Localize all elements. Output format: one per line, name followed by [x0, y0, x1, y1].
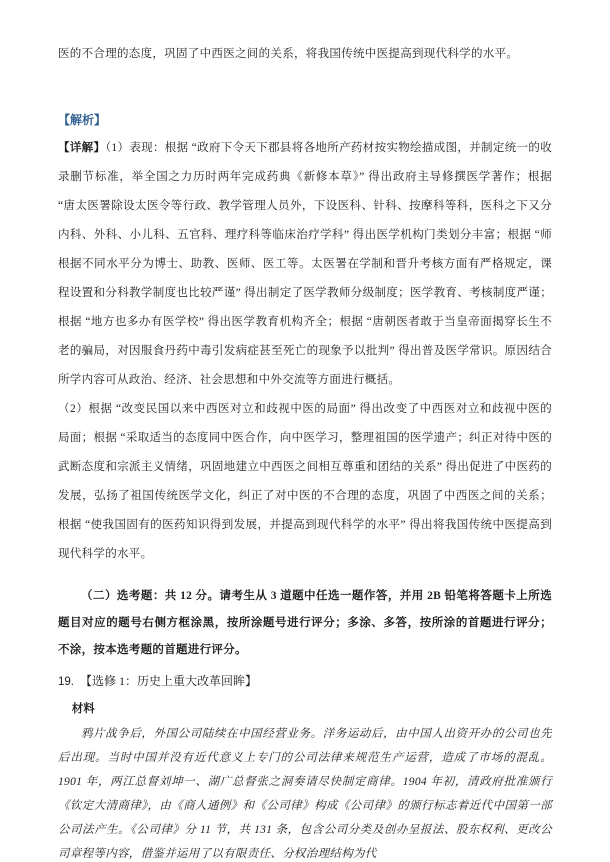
- material-label: 材料: [71, 703, 95, 715]
- detail-paragraph-1: [58, 134, 552, 395]
- detail-paragraph-2: （2）根据 “改变民国以来中西医对立和歧视中医的局面” 得出改变了中西医对立和歧视中医的局面；根据 “采取适当的态度同中医合作，向中医学习，整理祖国的医学遗产；纠正对待中医的武断态度和宗派主义情绪，巩固地建立中西医之间相互尊重和团结的关系” 得出促进了中医药的发展，弘扬了祖国传统医学文化，纠正了对中医的不合理的态度，巩固了中西医之间的关系；根据 “使我国固有的医药知识得到发展，并提高到现代科学的水平” 得出将我国传统中医提高到现代科学的水平。: [58, 403, 552, 560]
- continuation-paragraph: 医的不合理的态度，巩固了中西医之间的关系，将我国传统中医提高到现代科学的水平。: [58, 48, 519, 60]
- question-title: 【选修 1：历史上重大改革回眸】: [80, 674, 258, 688]
- question-number: 19.: [58, 676, 74, 688]
- material-paragraph: 鸦片战争后，外国公司陆续在中国经营业务。洋务运动后，由中国人出资开办的公司也先后出现。当时中国并没有近代意义上专门的公司法律来规范生产运营，造成了市场的混乱。1901 年，两江总督刘坤一、湖广总督张之洞奏请尽快制定商律。1904 年初，清政府批准颁行《钦定大清商律》，由《商人通例》和《公司律》构成《公司律》的颁行标志着近代中国第一部公司法产生。《公司律》分 11 节，共 131 条，包含公司分类及创办呈报法、股东权利、更改公司章程等内容，借鉴并运用了以有限责任、分权治理结构为代: [58, 728, 552, 860]
- analysis-label: 【解析】: [58, 113, 107, 127]
- detail-label: 【详解】: [58, 142, 106, 154]
- elective-section-instruction: （二）选考题：共 12 分。请考生从 3 道题中任选一题作答，并用 2B 铅笔将答题卡上所选题目对应的题号右侧方框涂黑，按所涂题号进行评分；多涂、多答，按所涂的首题进行评分；不涂，按本选考题的首题进行评分。: [58, 590, 552, 656]
- detail-part1-text: （1）表现：根据 “政府下令天下郡县将各地所产药材按实物绘描成图，并制定统一的收录删节标准，举全国之力历时两年完成药典《新修本草》” 得出政府主导修撰医学著作；根据 “唐太医署除设太医令等行政、教学管理人员外，下设医科、针科、按摩科等科，医科之下又分内科、外科、小儿科、五官科、理疗科等临床治疗学科” 得出医学机构门类划分丰富；根据 “师根据不同水平分为博士、助教、医师、医工等。太医署在学制和晋升考核方面有严格规定，课程设置和分科教学制度也比较严谨” 得出制定了医学教师分级制度；医学教育、考核制度严谨；根据 “地方也多办有医学校” 得出医学教育机构齐全；根据 “唐朝医者敢于当皇帝面揭穿长生不老的骗局，对因服食丹药中毒引发病症甚至死亡的现象予以批判” 得出普及医学常识。原因结合所学内容可从政治、经济、社会思想和中外交流等方面进行概括。: [58, 142, 552, 386]
- question-19-heading: [58, 672, 552, 691]
